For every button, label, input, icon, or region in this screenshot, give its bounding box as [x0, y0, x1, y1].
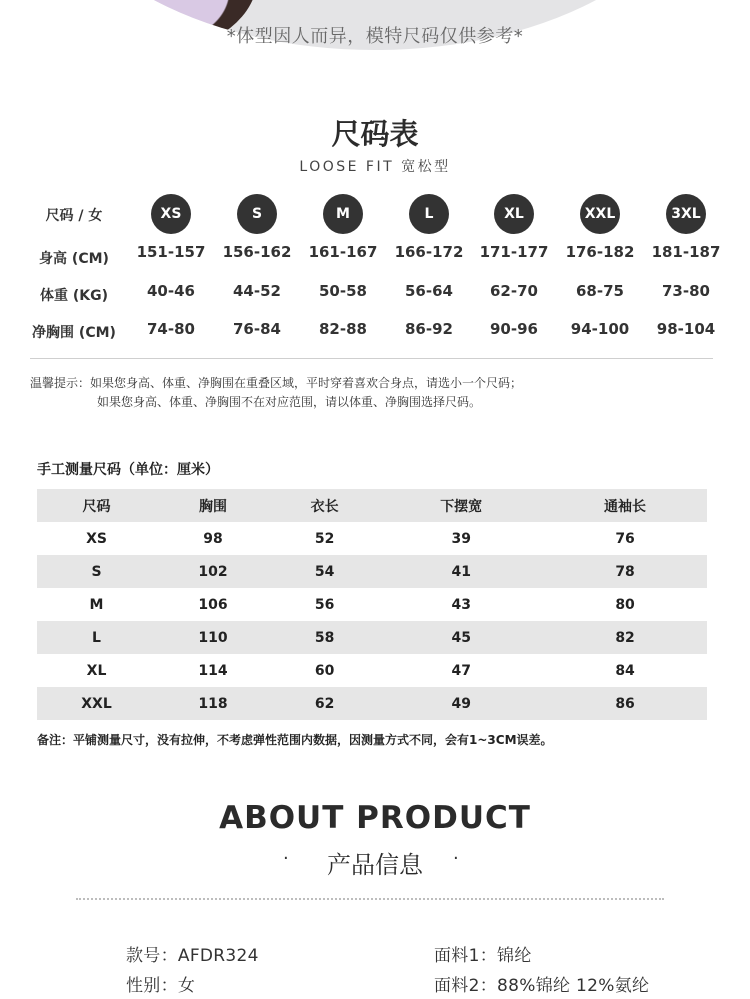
table-cell: 82 — [615, 629, 635, 646]
header-length: 衣长 — [310, 498, 339, 515]
size-chart-cell: 56-64 — [405, 282, 453, 300]
table-row — [37, 654, 707, 687]
table-row — [37, 621, 707, 654]
size-chart-cell: 161-167 — [308, 243, 378, 261]
table-cell: 80 — [615, 596, 635, 613]
table-cell: 41 — [451, 563, 471, 580]
header-sleeve: 通袖长 — [604, 498, 647, 515]
fabric-1: 面料1：锦纶 — [434, 946, 532, 966]
table-cell: 114 — [198, 662, 228, 679]
table-cell: 86 — [615, 695, 635, 712]
table-cell: XS — [86, 530, 107, 547]
header-hem: 下摆宽 — [440, 498, 483, 515]
table-row — [37, 687, 707, 720]
tip-line-2: 如果您身高、体重、净胸围不在对应范围，请以体重、净胸围选择尺码。 — [97, 395, 482, 409]
table-cell: 58 — [314, 629, 335, 646]
table-row — [37, 522, 707, 555]
table-cell: 49 — [451, 695, 471, 712]
tip-line-1: 温馨提示：如果您身高、体重、净胸围在重叠区域，平时穿着喜欢合身点，请选小一个尺码； — [30, 376, 523, 390]
height-row-label: 身高 (CM) — [39, 251, 109, 267]
table-cell: 43 — [451, 596, 471, 613]
header-size: 尺码 — [82, 498, 111, 515]
size-chart-title: 尺码表 — [331, 117, 419, 151]
measure-note: 备注：平铺测量尺寸，没有拉伸，不考虑弹性范围内数据，因测量方式不同，会有1~3CM误差。 — [37, 733, 553, 747]
table-cell: 56 — [314, 596, 335, 613]
table-cell: 62 — [314, 695, 335, 712]
size-chart-cell: 98-104 — [656, 320, 716, 338]
measure-table-title: 手工测量尺码（单位：厘米） — [37, 462, 219, 478]
decor-dot-left: · — [283, 848, 289, 869]
size-chart-cell: 50-58 — [319, 282, 367, 300]
item-number: 款号：AFDR324 — [126, 946, 259, 966]
table-cell: 45 — [451, 629, 471, 646]
table-cell: 39 — [451, 530, 471, 547]
table-header-row — [37, 489, 707, 522]
size-chart-subtitle: LOOSE FIT 宽松型 — [299, 159, 451, 175]
size-chart-cell: 151-157 — [136, 243, 206, 261]
decor-dot-right: · — [453, 848, 459, 869]
table-row — [37, 555, 707, 588]
table-cell: 52 — [314, 530, 335, 547]
size-chart-cell: 68-75 — [576, 282, 624, 300]
table-cell: 84 — [615, 662, 635, 679]
table-cell: S — [91, 563, 102, 580]
size-chart-cell: 62-70 — [490, 282, 538, 300]
about-subtitle: 产品信息 — [327, 851, 423, 879]
size-badge: XS — [151, 194, 191, 234]
weight-row-label: 体重 (KG) — [39, 288, 108, 304]
measure-table — [37, 489, 707, 720]
size-chart-cell: 181-187 — [651, 243, 721, 261]
header-chest: 胸围 — [199, 498, 228, 515]
table-cell: 78 — [615, 563, 635, 580]
gender: 性别：女 — [126, 976, 196, 996]
about-title: ABOUT PRODUCT — [219, 800, 531, 836]
size-chart-cell: 76-84 — [233, 320, 281, 338]
size-badge: L — [409, 194, 449, 234]
size-chart-cell: 73-80 — [662, 282, 710, 300]
table-cell: 54 — [314, 563, 335, 580]
size-badge: XL — [494, 194, 534, 234]
table-cell: 118 — [198, 695, 228, 712]
section-divider — [30, 358, 713, 359]
table-cell: 106 — [198, 596, 228, 613]
size-chart-cell: 166-172 — [394, 243, 464, 261]
size-badge: S — [237, 194, 277, 234]
model-size-note: *体型因人而异，模特尺码仅供参考* — [226, 26, 524, 47]
size-chart-cell: 74-80 — [147, 320, 195, 338]
size-chart-cell: 82-88 — [319, 320, 367, 338]
size-chart-cell: 171-177 — [479, 243, 549, 261]
table-cell: XXL — [81, 695, 112, 712]
size-chart-cell: 94-100 — [570, 320, 630, 338]
size-badge: M — [323, 194, 363, 234]
size-chart-cell: 86-92 — [405, 320, 453, 338]
size-row-label: 尺码 / 女 — [45, 208, 103, 224]
chest-row-label: 净胸围 (CM) — [32, 325, 116, 341]
table-cell: 98 — [203, 530, 223, 547]
size-badge: 3XL — [666, 194, 706, 234]
fabric-2: 面料2：88%锦纶 12%氨纶 — [434, 976, 650, 996]
table-cell: 76 — [615, 530, 635, 547]
size-badge: XXL — [580, 194, 620, 234]
table-cell: 102 — [198, 563, 228, 580]
size-chart-cell: 176-182 — [565, 243, 635, 261]
table-cell: L — [92, 629, 101, 646]
size-chart-cell: 156-162 — [222, 243, 292, 261]
table-cell: M — [89, 596, 104, 613]
size-chart-cell: 90-96 — [490, 320, 538, 338]
dotted-divider — [76, 898, 664, 900]
size-chart-cell: 40-46 — [147, 282, 195, 300]
table-cell: 47 — [451, 662, 471, 679]
table-cell: 110 — [198, 629, 228, 646]
table-cell: XL — [86, 662, 107, 679]
table-cell: 60 — [314, 662, 335, 679]
size-chart-cell: 44-52 — [233, 282, 281, 300]
table-row — [37, 588, 707, 621]
